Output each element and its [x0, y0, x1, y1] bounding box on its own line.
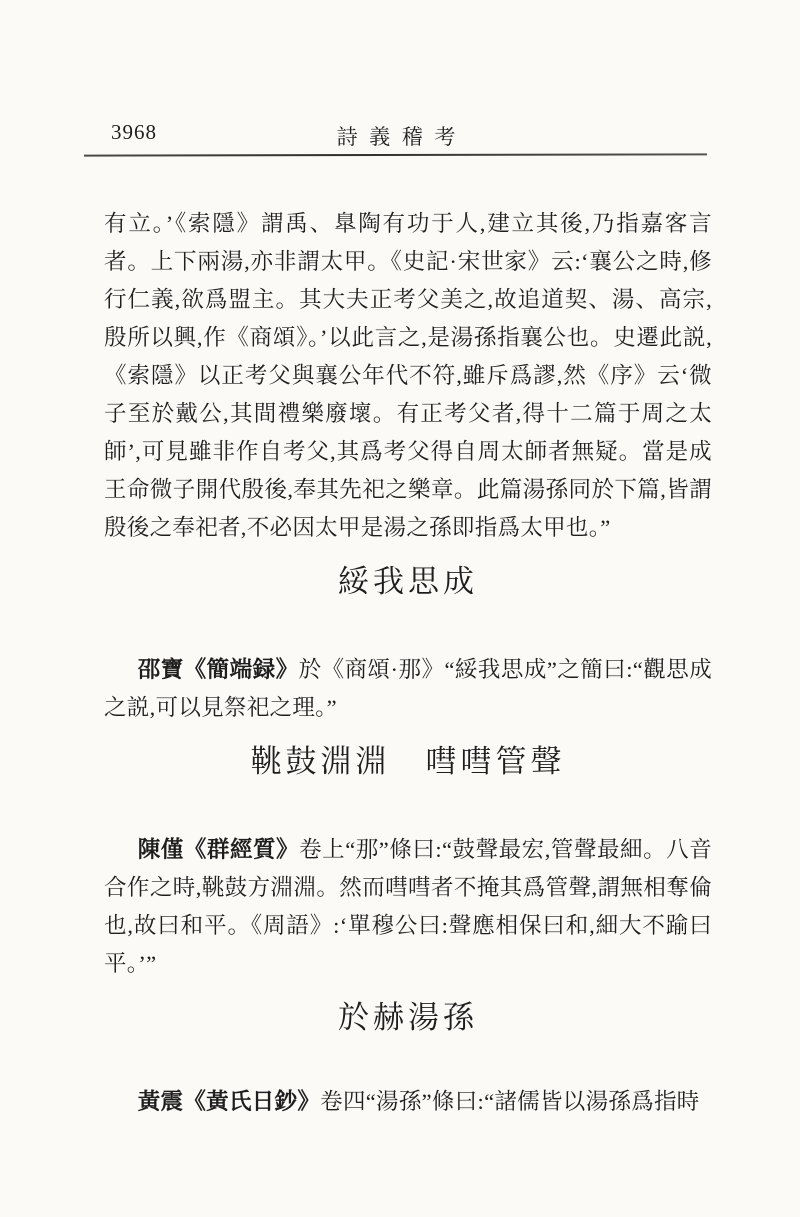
page-number: 3968 — [111, 120, 157, 144]
paragraph-text: 卷上“那”條曰:“鼓聲最宏,管聲最細。八音合作之時,鞉鼓方淵淵。然而嘒嘒者不掩其爲管聲,謂無相奪倫也,故曰和平。《周語》:‘單穆公曰:聲應相保曰和,細大不踰曰平。’” — [104, 836, 712, 976]
paragraph-wu-he-tang-sun — [104, 1083, 712, 1121]
section-heading-sui-wo-si-cheng: 綏我思成 — [338, 564, 478, 599]
paragraph-continuation — [104, 205, 712, 547]
cited-author-work: 陳僅《群經質》 — [137, 836, 300, 862]
running-header — [85, 120, 707, 149]
paragraph-sui-wo-si-cheng — [104, 651, 712, 727]
cited-author-work: 黃震《黃氏日鈔》 — [137, 1088, 321, 1114]
book-title: 詩義稽考 — [336, 125, 467, 149]
paragraph-text: 有立。’《索隱》謂禹、臯陶有功于人,建立其後,乃指嘉客言者。上下兩湯,亦非謂太甲。《史記·宋世家》云:‘襄公之時,修行仁義,欲爲盟主。其大夫正考父美之,故追道契、湯、高宗,殷所以興,作《商頌》。’以此言之,是湯孫指襄公也。史遷此説,《索隱》以正考父與襄公年代不符,雖斥爲謬,然《序》云‘微子至於戴公,其間禮樂廢壞。有正考父者,得十二篇于周之太師’,可見雖非作自考父,其爲考父得自周太師者無疑。當是成王命微子開代殷後,奉其先祀之樂章。此篇湯孫同於下篇,皆謂殷後之奉祀者,不必因太甲是湯之孫即指爲太甲也。” — [104, 210, 712, 540]
paragraph-tao-gu-yuan-yuan — [104, 831, 712, 983]
paragraph-text: 卷四“湯孫”條曰:“諸儒皆以湯孫爲指時 — [320, 1088, 700, 1114]
header-rule — [84, 153, 707, 156]
cited-author-work: 邵寶《簡端録》 — [137, 656, 299, 682]
section-heading-tao-gu-yuan-yuan: 鞉鼓淵淵 嘒嘒管聲 — [250, 744, 566, 779]
section-heading-wu-he-tang-sun: 於赫湯孫 — [338, 1000, 478, 1035]
paragraph-text: 於《商頌·那》“綏我思成”之簡曰:“觀思成之説,可以見祭祀之理。” — [104, 656, 712, 720]
